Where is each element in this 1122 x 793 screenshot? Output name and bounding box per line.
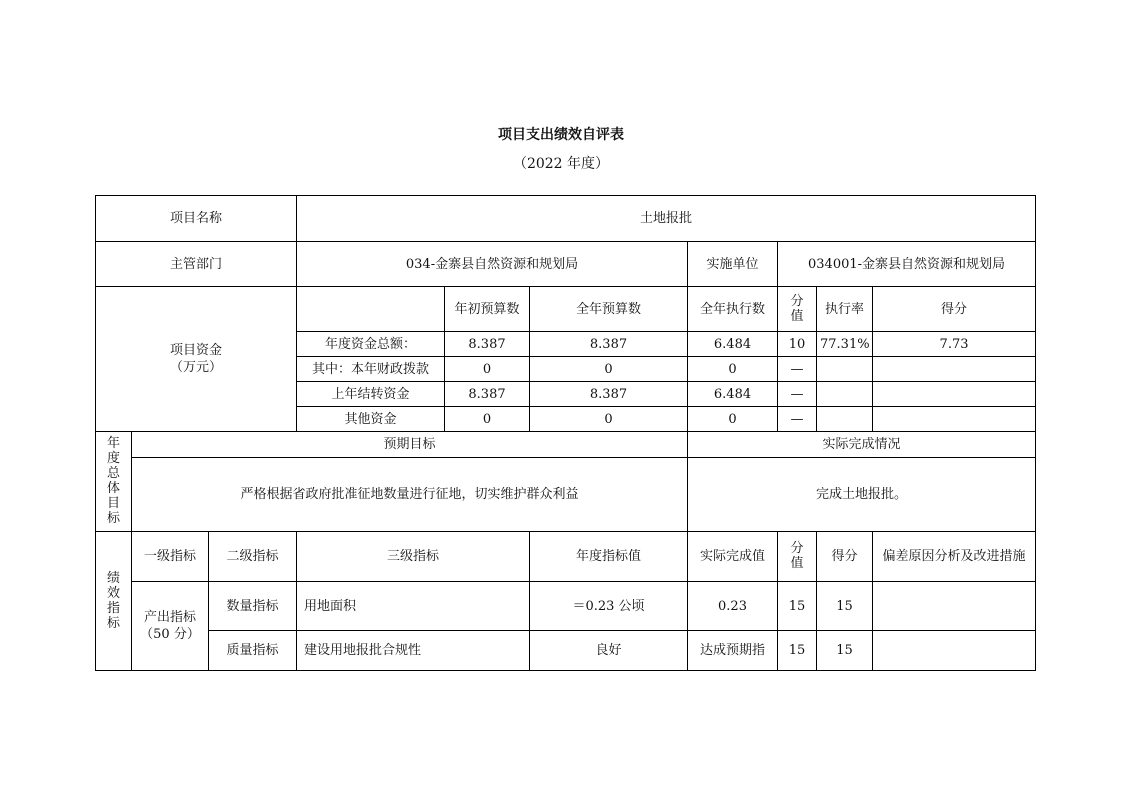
funds-row-rate — [817, 407, 873, 432]
funds-header-executed: 全年执行数 — [688, 287, 778, 332]
indicator-score: 15 — [817, 631, 873, 671]
goals-section-label: 年度总体目标 — [96, 432, 132, 532]
self-evaluation-table — [95, 195, 1036, 671]
indicator-level2: 数量指标 — [209, 582, 297, 631]
funds-row-annual: 0 — [530, 357, 688, 382]
header-level1: 一级指标 — [132, 532, 209, 582]
header-analysis: 偏差原因分析及改进措施 — [873, 532, 1036, 582]
indicator-actual: 达成预期指 — [688, 631, 778, 671]
document-subtitle: （2022 年度） — [512, 156, 610, 172]
implementing-unit-value: 034001-金寨县自然资源和规划局 — [778, 242, 1036, 287]
funds-row-rate — [817, 382, 873, 407]
funds-row-annual: 8.387 — [530, 332, 688, 357]
indicator-row — [96, 582, 1036, 631]
funds-row-label: 年度资金总额： — [297, 332, 445, 357]
project-name-label: 项目名称 — [96, 196, 297, 242]
funds-row-executed: 0 — [688, 407, 778, 432]
document-title: 项目支出绩效自评表 — [498, 127, 624, 143]
implementing-unit-label: 实施单位 — [688, 242, 778, 287]
expected-goal-header: 预期目标 — [132, 432, 688, 458]
funds-row-score-value: — — [778, 382, 817, 407]
funds-row-rate: 77.31% — [817, 332, 873, 357]
funds-label — [96, 287, 297, 432]
goals-header-row — [96, 432, 1036, 458]
funds-row-rate — [817, 357, 873, 382]
funds-row-annual: 0 — [530, 407, 688, 432]
funds-row-score — [873, 357, 1036, 382]
funds-header-row — [96, 287, 1036, 332]
department-label: 主管部门 — [96, 242, 297, 287]
indicator-analysis — [873, 631, 1036, 671]
funds-row-initial: 0 — [445, 357, 530, 382]
funds-row-initial: 8.387 — [445, 382, 530, 407]
header-actual: 实际完成值 — [688, 532, 778, 582]
funds-row-score — [873, 407, 1036, 432]
funds-row-label: 其他资金 — [297, 407, 445, 432]
funds-header-initial: 年初预算数 — [445, 287, 530, 332]
funds-row-label: 上年结转资金 — [297, 382, 445, 407]
indicator-level3: 用地面积 — [297, 582, 530, 631]
funds-row-score-value: — — [778, 407, 817, 432]
indicator-score: 15 — [817, 582, 873, 631]
funds-row-score-value: — — [778, 357, 817, 382]
funds-row-executed: 6.484 — [688, 382, 778, 407]
funds-header-rate: 执行率 — [817, 287, 873, 332]
funds-header-blank — [297, 287, 445, 332]
header-score: 得分 — [817, 532, 873, 582]
funds-header-score-value: 分值 — [778, 287, 817, 332]
funds-row-score — [873, 382, 1036, 407]
funds-unit-text: （万元） — [169, 360, 222, 375]
actual-completion-text: 完成土地报批。 — [688, 458, 1036, 532]
indicator-actual: 0.23 — [688, 582, 778, 631]
indicator-score-value: 15 — [778, 582, 817, 631]
indicators-header-row — [96, 532, 1036, 582]
output-indicator-points: （50 分） — [140, 627, 200, 642]
indicators-section-label: 绩效指标 — [96, 532, 132, 671]
header-level2: 二级指标 — [209, 532, 297, 582]
funds-row-executed: 6.484 — [688, 332, 778, 357]
funds-header-annual: 全年预算数 — [530, 287, 688, 332]
indicator-level2: 质量指标 — [209, 631, 297, 671]
project-name-value: 土地报批 — [297, 196, 1036, 242]
funds-label-text: 项目资金 — [169, 343, 222, 358]
output-indicator-text: 产出指标 — [143, 610, 196, 625]
header-target: 年度指标值 — [530, 532, 688, 582]
funds-row-score: 7.73 — [873, 332, 1036, 357]
indicator-analysis — [873, 582, 1036, 631]
header-level3: 三级指标 — [297, 532, 530, 582]
goals-content-row — [96, 458, 1036, 532]
output-indicator-label — [132, 582, 209, 671]
indicator-level3: 建设用地报批合规性 — [297, 631, 530, 671]
indicator-row — [96, 631, 1036, 671]
indicator-target: 良好 — [530, 631, 688, 671]
project-name-row — [96, 196, 1036, 242]
funds-row-initial: 0 — [445, 407, 530, 432]
indicator-target: ＝0.23 公顷 — [530, 582, 688, 631]
header-score-value: 分值 — [778, 532, 817, 582]
actual-completion-header: 实际完成情况 — [688, 432, 1036, 458]
funds-row-initial: 8.387 — [445, 332, 530, 357]
funds-row-label: 其中：本年财政拨款 — [297, 357, 445, 382]
funds-row-annual: 8.387 — [530, 382, 688, 407]
funds-row-score-value: 10 — [778, 332, 817, 357]
department-value: 034-金寨县自然资源和规划局 — [297, 242, 688, 287]
funds-header-score: 得分 — [873, 287, 1036, 332]
expected-goal-text: 严格根据省政府批准征地数量进行征地，切实维护群众利益 — [132, 458, 688, 532]
funds-row-executed: 0 — [688, 357, 778, 382]
department-row — [96, 242, 1036, 287]
indicator-score-value: 15 — [778, 631, 817, 671]
